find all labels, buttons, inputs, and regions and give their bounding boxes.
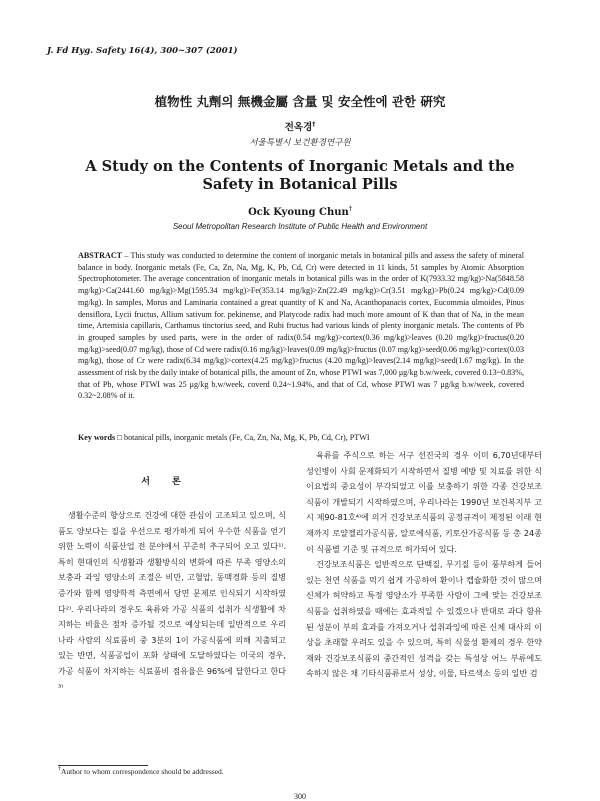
abstract-label: ABSTRACT (78, 251, 123, 260)
left-column (58, 508, 286, 695)
korean-title: 植物性 丸劑의 無機金屬 含量 및 安全性에 관한 硏究 (154, 94, 446, 109)
footnote-divider (58, 765, 148, 766)
body-paragraph: 육류를 주식으로 하는 서구 선진국의 경우 이미 6,70년대부터 성인병이 사회 문제화되기 시작하면서 질병 예방 및 치료를 위한 식이요법의 중요성이 부각되었고 이를 보충하기 위한 각종 건강보조식품이 개발되기 시작하였으며, 우리나라는 1990년 보건복지부 고시 제90-81호⁴⁾에 의거 건강보조식품의 공정규격이 제정된 이래 현재까지 로얄젤리가공식품, 알로에식품, 키토산가공식품 등 총 24종이 식품별 기준 및 규격으로 허가되어 있다. (306, 450, 542, 554)
english-author-mark: † (348, 205, 352, 213)
keywords-text: □ botanical pills, inorganic metals (Fe, Ca, Zn, Na, Mg, K, Pb, Cd, Cr), PTWI (115, 433, 370, 442)
korean-author-mark: † (312, 120, 316, 128)
korean-author (0, 119, 600, 133)
keywords-label: Key words (78, 433, 116, 442)
english-affiliation: Seoul Metropolitan Research Institute of Public Health and Environment (172, 222, 428, 231)
korean-affiliation: 서울특별시 보건환경연구원 (249, 138, 351, 148)
right-column (306, 448, 542, 682)
korean-author-name: 전옥경 (284, 122, 313, 133)
body-paragraph: 생활수준의 향상으로 건강에 대한 관심이 고조되고 있으며, 식품도 양보다는 질을 우선으로 평가하게 되어 우수한 식품을 얻기 위한 노력이 식품산업 전 분야에서 꾸준히 추구되어 오고 있다¹⁾. 특히 현대인의 식생활과 생활방식의 변화에 따른 부족 영양소의 보충과 과잉 영양소의 조절은 비만, 고혈압, 동맥경화 등의 질병 증가와 함께 영양학적 측면에서 당면 문제로 인식되기 시작하였다²⁾. 우리나라의 경우도 육류와 가공 식품의 섭취가 식생활에 차지하는 비율은 점차 증가될 것으로 예상되는데 일반적으로 우리나라 사람의 식료품비 중 3분의 1이 가공식품에 의해 지출되고 있는 반면, 식품공업이 포화 상태에 도달하였다는 미국의 경우, 가공 식품이 차지하는 식료품비 점유율은 96%에 달한다고 한다³⁾ (58, 510, 286, 692)
page-number: 300 (294, 792, 306, 801)
abstract-text: – This study was conducted to determine the content of inorganic metals in botanical pills and assess the safety of mineral balance in body. Inorganic metals (Fe, Ca, Zn, Na, Mg, K, Pb, Cd, Cr) were detected in 11 kinds, 51 samples by Atomic Absorption Spectrophotometer. The average concentration of inorganic metals in botanical pills was in the order of K(7933.32 mg/kg)>Na(5848.58 mg/kg)>Ca(2441.60 mg/kg)>Mg(1595.34 mg/kg)>Fe(353.14 mg/kg)>Zn(22.49 mg/kg)>Cr(3.51 mg/kg)>Pb(0.24 mg/kg)>Cd(0.09 mg/kg). In samples, Morus and Laminaria contained a great quantity of K and Na, Acanthopanacis cortex, Eucommia ulmoides, Pinus densiflora, Lycii fructus, Allium sativum for. pekinense, and Platycode radix had much more amount of K than that of Na, in the mean time, Artemisia capillaris, Carthamus tinctorius seed, and Rubi fructus had various kinds of plenty inorganic metals. The contents of Pb in grouped samples by used parts, were in the order of radix(0.54 mg/kg)>cortex(0.36 mg/kg)>leaves (0.20 mg/kg)>fructus(0.20 mg/kg)>seed(0.07 mg/kg), those of Cd were radix(0.16 mg/kg)>leaves(0.09 mg/kg)>fructus (0.07 mg/kg)>seed(0.06 mg/kg)>cortex(0.03 mg/kg), those of Cr were radix(6.34 mg/kg)>cortex(4.25 mg/kg)>fructus (4.20 mg/kg)>leaves(2.14 mg/kg)>seed(1.67 mg/kg). In the assessment of risk by the daily intake of botanical pills, the amount of Zn, whose PTWI was 7,000 μg/kg b.w/week, covered 0.13~0.83%, that of Pb, whose PTWI was 25 μg/kg b.w/week, coverd 0.24~1.94%, and that of Cd, whose PTWI was 7 μg/kg b.w/week, covered 0.32~2.08% of it. (78, 251, 524, 401)
journal-citation: J. Fd Hyg. Safety 16(4), 300~307 (2001) (47, 46, 238, 56)
english-author-name: Ock Kyoung Chun (248, 207, 349, 218)
section-heading: 서론 (141, 477, 203, 487)
body-paragraph: 건강보조식품은 일반적으로 단백질, 무기질 등이 풍부하게 들어있는 천연 식품을 먹기 쉽게 가공하여 환이나 캡슐화한 것이 많으며 신체가 허약하고 특정 영양소가 부족한 사람이 그에 맞는 건강보조식품을 섭취하였을 때에는 효과적일 수 있겠으나 반대로 과다 함유된 성분이 부의 효과를 가져오거나 섭취과잉에 따른 신체 대사의 이상을 초래할 우려도 있을 수 있으며, 특히 식물성 환제의 경우 한약재와 건강보조식품의 중간적인 성격을 갖는 특성상 어느 부류에도 속하지 않은 채 기타식품류로서 성상, 이물, 타르색소 등의 일반 검 (306, 559, 542, 679)
abstract (78, 250, 524, 402)
english-author (0, 207, 600, 218)
english-title: A Study on the Contents of Inorganic Metals and the Safety in Botanical Pills (85, 158, 515, 193)
footnote (58, 767, 224, 776)
footnote-mark: † (58, 766, 61, 773)
footnote-text: Author to whom correspondence should be addressed. (61, 767, 224, 776)
keywords (78, 433, 524, 442)
